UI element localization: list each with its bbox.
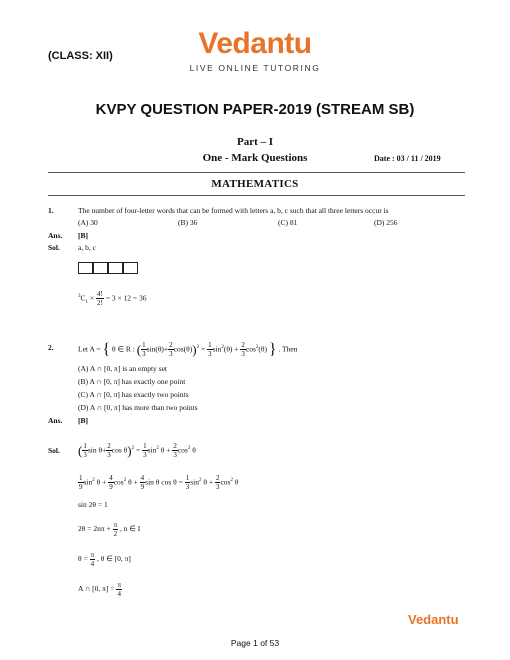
q1-answer: [B] <box>78 231 88 240</box>
q2-answer: [B] <box>78 416 88 425</box>
q1-text: The number of four-letter words that can be formed with letters a, b, c such that all three letters occur is <box>78 206 389 215</box>
q1-solution-label: Sol. <box>48 243 60 252</box>
q2-solution-step4: 2θ = 2nπ + $\frac{\pi}{2}$ , n ∈ I <box>78 520 141 538</box>
q2-solution-step5: θ = $\frac{\pi}{4}$ , θ ∈ [0, π] <box>78 550 131 568</box>
paper-title: KVPY QUESTION PAPER-2019 (STREAM SB) <box>95 101 415 118</box>
letter-box <box>108 262 123 274</box>
q1-option-a: (A) 30 <box>78 218 98 227</box>
q2-stem: Let A = { θ ∈ R : ( $\frac{1}{3}$ sin(θ)+ $\frac{2}{3}$ cos(θ))$^2$ = $\frac{1}{3}$ $\sin^2(\theta)$ + $\frac{2}{3}$ $\cos^2(\theta)$ } . Then <box>78 340 298 359</box>
q1-solution-letters: a, b, c <box>78 243 96 252</box>
logo-tagline: LIVE ONLINE TUTORING <box>189 63 321 73</box>
section-subtitle: One - Mark Questions <box>202 152 308 164</box>
q1-option-b: (B) 36 <box>178 218 198 227</box>
logo-wordmark: Vedantu <box>198 27 312 60</box>
footer-logo: Vedantu <box>408 612 459 627</box>
q2-solution-step1: ( $\frac{1}{3}$ sin θ+ $\frac{2}{3}$ cos θ)$^2$ = $\frac{1}{3}$ $\sin^2 \theta$ + $\frac{2}{3}$ $\cos^2 \theta$ <box>78 442 196 460</box>
q2-option-b: (B) A ∩ [0, π] has exactly one point <box>78 377 186 386</box>
q1-number: 1. <box>48 206 54 215</box>
q2-solution-step3: sin 2θ = 1 <box>78 500 108 509</box>
letter-box <box>123 262 138 274</box>
q1-option-d: (D) 256 <box>374 218 398 227</box>
q2-solution-label: Sol. <box>48 446 60 455</box>
divider-bottom <box>48 195 465 196</box>
class-label: (CLASS: XII) <box>48 50 113 62</box>
subject-heading: MATHEMATICS <box>211 178 299 190</box>
letter-box <box>78 262 93 274</box>
page-number: Page 1 of 53 <box>230 638 280 648</box>
q2-answer-label: Ans. <box>48 416 63 425</box>
q1-option-c: (C) 81 <box>278 218 298 227</box>
q2-solution-step6: A ∩ [0, π] = $\frac{\pi}{4}$ <box>78 580 121 598</box>
q2-number: 2. <box>48 343 54 352</box>
divider-top <box>48 172 465 173</box>
q1-solution-calc: $^3C_1$ × $\frac{4!}{2!}$ = 3 × 12 = 36 <box>78 290 147 308</box>
part-label: Part – I <box>236 136 274 148</box>
exam-date: Date : 03 / 11 / 2019 <box>374 154 441 163</box>
q2-option-d: (D) A ∩ [0, π] has more than two points <box>78 403 198 412</box>
q2-option-a: (A) A ∩ [0, π] is an empty set <box>78 364 167 373</box>
letter-box <box>93 262 108 274</box>
q2-option-c: (C) A ∩ [0, π] has exactly two points <box>78 390 189 399</box>
q1-answer-label: Ans. <box>48 231 63 240</box>
q2-solution-step2: $\frac{1}{9}$ $\sin^2 \theta$ + $\frac{4}{9}$ $\cos^2 \theta$ + $\frac{4}{9}$ sin θ cos θ = $\frac{1}{3}$ $\sin^2 \theta$ + $\frac{2}{3}$ $\cos^2 \theta$ <box>79 474 239 492</box>
vedantu-logo <box>180 28 330 86</box>
